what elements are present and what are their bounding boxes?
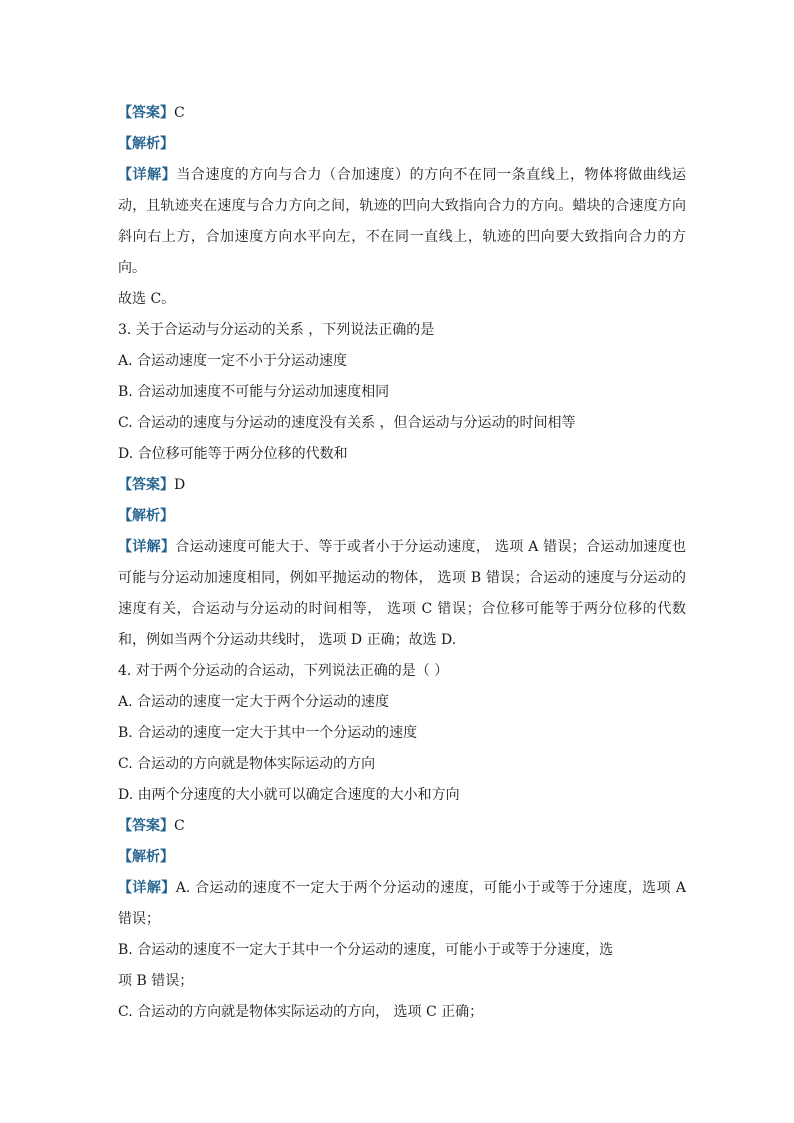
- q3-option-d: D. 合位移可能等于两分位移的代数和: [118, 446, 348, 462]
- detail-tag: 【详解】: [118, 880, 176, 896]
- q4-detail-b-line2: 项 B 错误；: [118, 973, 194, 989]
- q4-answer: [118, 811, 686, 842]
- q4-detail-b-line1: B. 合运动的速度不一定大于其中一个分运动的速度，可能小于或等于分速度，选: [118, 942, 614, 958]
- answer-tag: 【答案】: [118, 105, 174, 121]
- answer-value: D: [174, 477, 186, 493]
- answer-tag: 【答案】: [118, 477, 174, 493]
- q2-analysis-heading: [118, 129, 686, 160]
- answer-value: C: [174, 105, 185, 121]
- analysis-tag: 【解析】: [118, 849, 174, 865]
- q2-detail: [118, 160, 686, 284]
- q3-stem: 3. 关于合运动与分运动的关系 ，下列说法正确的是: [118, 322, 435, 338]
- q4-option-c: C. 合运动的方向就是物体实际运动的方向: [118, 756, 376, 772]
- q4-detail-a: [118, 873, 686, 935]
- q4-stem: 4. 对于两个分运动的合运动，下列说法正确的是（ ）: [118, 663, 449, 679]
- q4-analysis-heading: [118, 842, 686, 873]
- q3-option-a: A. 合运动速度一定不小于分运动速度: [118, 353, 348, 369]
- q4-option-b: B. 合运动的速度一定大于其中一个分运动的速度: [118, 725, 418, 741]
- q2-answer: [118, 98, 686, 129]
- answer-value: C: [174, 818, 185, 834]
- analysis-tag: 【解析】: [118, 508, 174, 524]
- q4-detail-c: C. 合运动的方向就是物体实际运动的方向， 选项 C 正确；: [118, 1004, 484, 1020]
- q4-option-d: D. 由两个分速度的大小就可以确定合速度的大小和方向: [118, 787, 460, 803]
- q3-option-c: C. 合运动的速度与分运动的速度没有关系 ，但合运动与分运动的时间相等: [118, 415, 576, 431]
- detail-text: 当合速度的方向与合力（合加速度）的方向不在同一条直线上，物体将做曲线运动，且轨迹夹在速度与合力方向之间，轨迹的凹向大致指向合力的方向。蜡块的合速度方向斜向右上方，合加速度方向水平向左，不在同一直线上，轨迹的凹向要大致指向合力的方向。: [118, 167, 687, 276]
- q4-option-a: A. 合运动的速度一定大于两个分运动的速度: [118, 694, 390, 710]
- detail-tag: 【详解】: [118, 539, 176, 555]
- analysis-tag: 【解析】: [118, 136, 174, 152]
- answer-tag: 【答案】: [118, 818, 174, 834]
- detail-text: A. 合运动的速度不一定大于两个分运动的速度，可能小于或等于分速度，选项 A 错误；: [118, 880, 686, 927]
- q2-conclusion: 故选 C。: [118, 291, 176, 307]
- q3-option-b: B. 合运动加速度不可能与分运动加速度相同: [118, 384, 390, 400]
- detail-text: 合运动速度可能大于、等于或者小于分运动速度， 选项 A 错误；合运动加速度也可能与分运动加速度相同，例如平抛运动的物体， 选项 B 错误；合运动的速度与分运动的速度有关，合运动与分运动的时间相等， 选项 C 错误；合位移可能等于两分位移的代数和，例如当两个分运动共线时， 选项 D 正确；故选 D.: [118, 539, 687, 648]
- q3-answer: [118, 470, 686, 501]
- q3-analysis-heading: [118, 501, 686, 532]
- q3-detail: [118, 532, 686, 656]
- detail-tag: 【详解】: [118, 167, 177, 183]
- page-content: [118, 98, 686, 1028]
